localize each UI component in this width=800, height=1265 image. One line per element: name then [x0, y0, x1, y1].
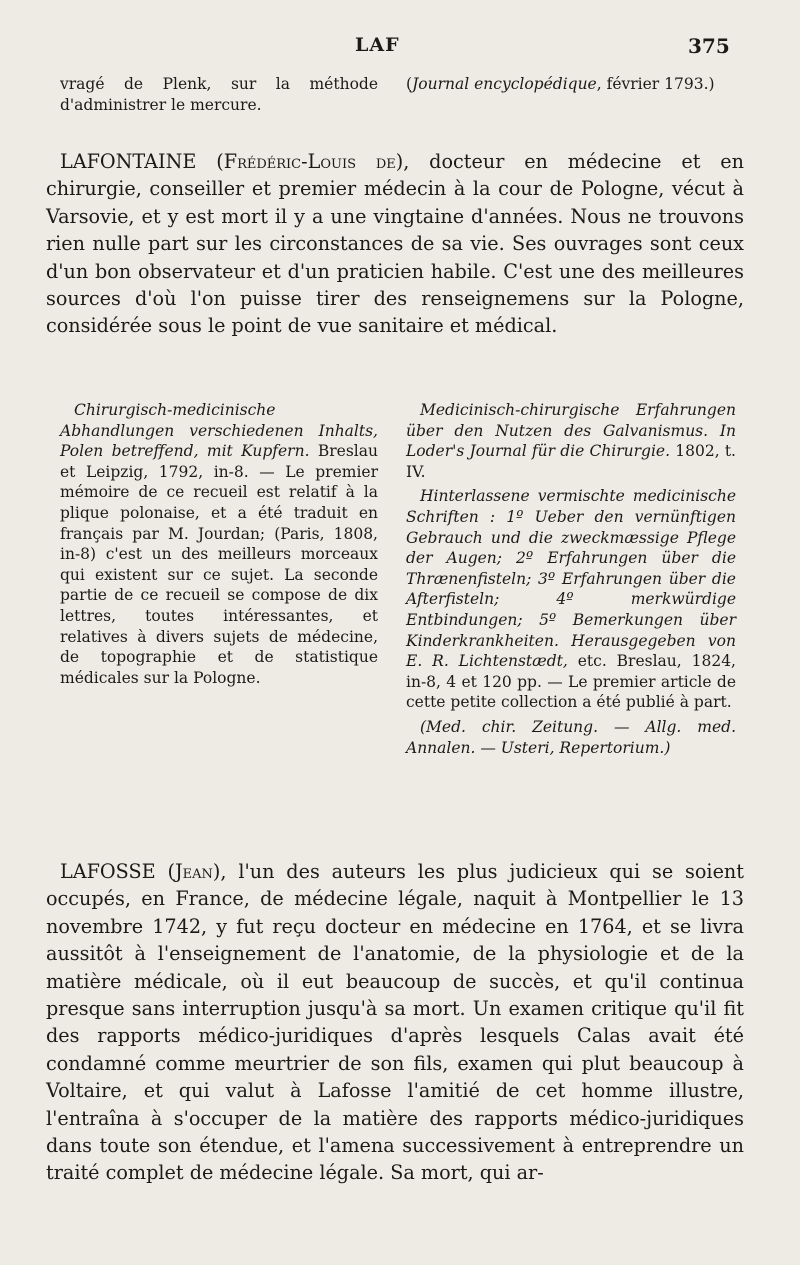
bib-title: Chirurgisch-medicinische Abhandlungen verschiedenen Inhalts, Polen betreffend, mit Kupfern. [60, 401, 378, 461]
bib-text: etc. Breslau, 1824, in-8, 4 et 120 pp. — Le premier article de cette petite collection a été publié à part. [406, 652, 736, 712]
entry-name: LAFOSSE [60, 860, 156, 883]
journal-date: , février 1793.) [596, 75, 715, 93]
bib-entry-2 [406, 400, 736, 482]
top-fragment-right [406, 74, 736, 97]
bib-sources: (Med. chir. Zeitung. — Allg. med. Annalen. — Usteri, Repertorium.) [406, 717, 736, 757]
bibliography-right [406, 400, 736, 760]
bib-text: Breslau et Leipzig, 1792, in-8. — Le premier mémoire de ce recueil est relatif à la plique polonaise, et a été traduit en français par M. Jourdan; (Paris, 1808, in-8) c'est un des meilleurs morceaux qui existent sur ce sujet. La seconde partie de ce recueil se compose de dix lettres, toutes intéressantes, et relatives à divers sujets de médecine, de topographie et de statistique médicales sur la Pologne. [60, 442, 378, 687]
entry-text: , l'un des auteurs les plus judicieux qui se soient occupés, en France, de médecine légale, naquit à Montpellier le 13 novembre 1742, y fut reçu docteur en médecine en 1764, et se livra aussitôt à l'enseignement de l'anatomie, de la physiologie et de la matière médicale, où il eut beaucoup de succès, et qu'il continua presque sans interruption jusqu'à sa mort. Un examen critique qu'il fit des rapports médico-juridiques d'après lesquels Calas avait été condamné comme meurtrier de son fils, examen qui plut beaucoup à Voltaire, et qui valut à Lafosse l'amitié de cet homme illustre, l'entraîna à s'occuper de la matière des rapports médico-juridiques dans toute son étendue, et l'amena successivement à entreprendre un traité complet de médecine légale. Sa mort, qui ar- [46, 860, 744, 1185]
entry-lafontaine [46, 148, 744, 340]
bib-entry-3 [406, 486, 736, 713]
entry-forename: (Frédéric-Louis de) [216, 150, 404, 173]
bibliography-left [60, 400, 378, 690]
page-header [0, 34, 800, 62]
bib-title: Medicinisch-chirurgische Erfahrungen über den Nutzen des Galvanismus. In Loder's Journal für die Chirurgie. [406, 401, 736, 461]
entry-text: , docteur en médecine et en chirurgie, conseiller et premier médecin à la cour de Pologne, vécut à Varsovie, et y est mort il y a une vingtaine d'années. Nous ne trouvons rien nulle part sur les circonstances de sa vie. Ses ouvrages sont ceux d'un bon observateur et d'un praticien habile. C'est une des meilleures sources d'où l'on puisse tirer des renseignemens sur la Pologne, considérée sous le point de vue sanitaire et médical. [46, 150, 744, 338]
entry-name: LAFONTAINE [60, 150, 197, 173]
entry-forename: (Jean) [167, 860, 221, 883]
page-number: 375 [688, 34, 730, 58]
bib-entry-1 [60, 400, 378, 688]
bib-text: 1802, t. IV. [406, 442, 736, 481]
bib-title: Hinterlassene vermischte medicinische Schriften : 1º Ueber den vernünftigen Gebrauch und die zweckmæssige Pflege der Augen; 2º Erfahrungen über die Thrænenfisteln; 3º Erfahrungen über die Afterfisteln; 4º merkwürdige Entbindungen; 5º Bemerkungen über Kinderkrankheiten. Herausgegeben von E. R. Lichtenstædt, [406, 487, 736, 671]
running-head: LAF [355, 34, 400, 56]
fragment-source: (Journal encyclopédique, février 1793.) [406, 75, 715, 93]
entry-lafosse [46, 858, 744, 1187]
top-fragment-left [60, 74, 378, 117]
journal-title: Journal encyclopédique [412, 75, 597, 93]
fragment-text: vragé de Plenk, sur la méthode d'administrer le mercure. [60, 75, 378, 114]
